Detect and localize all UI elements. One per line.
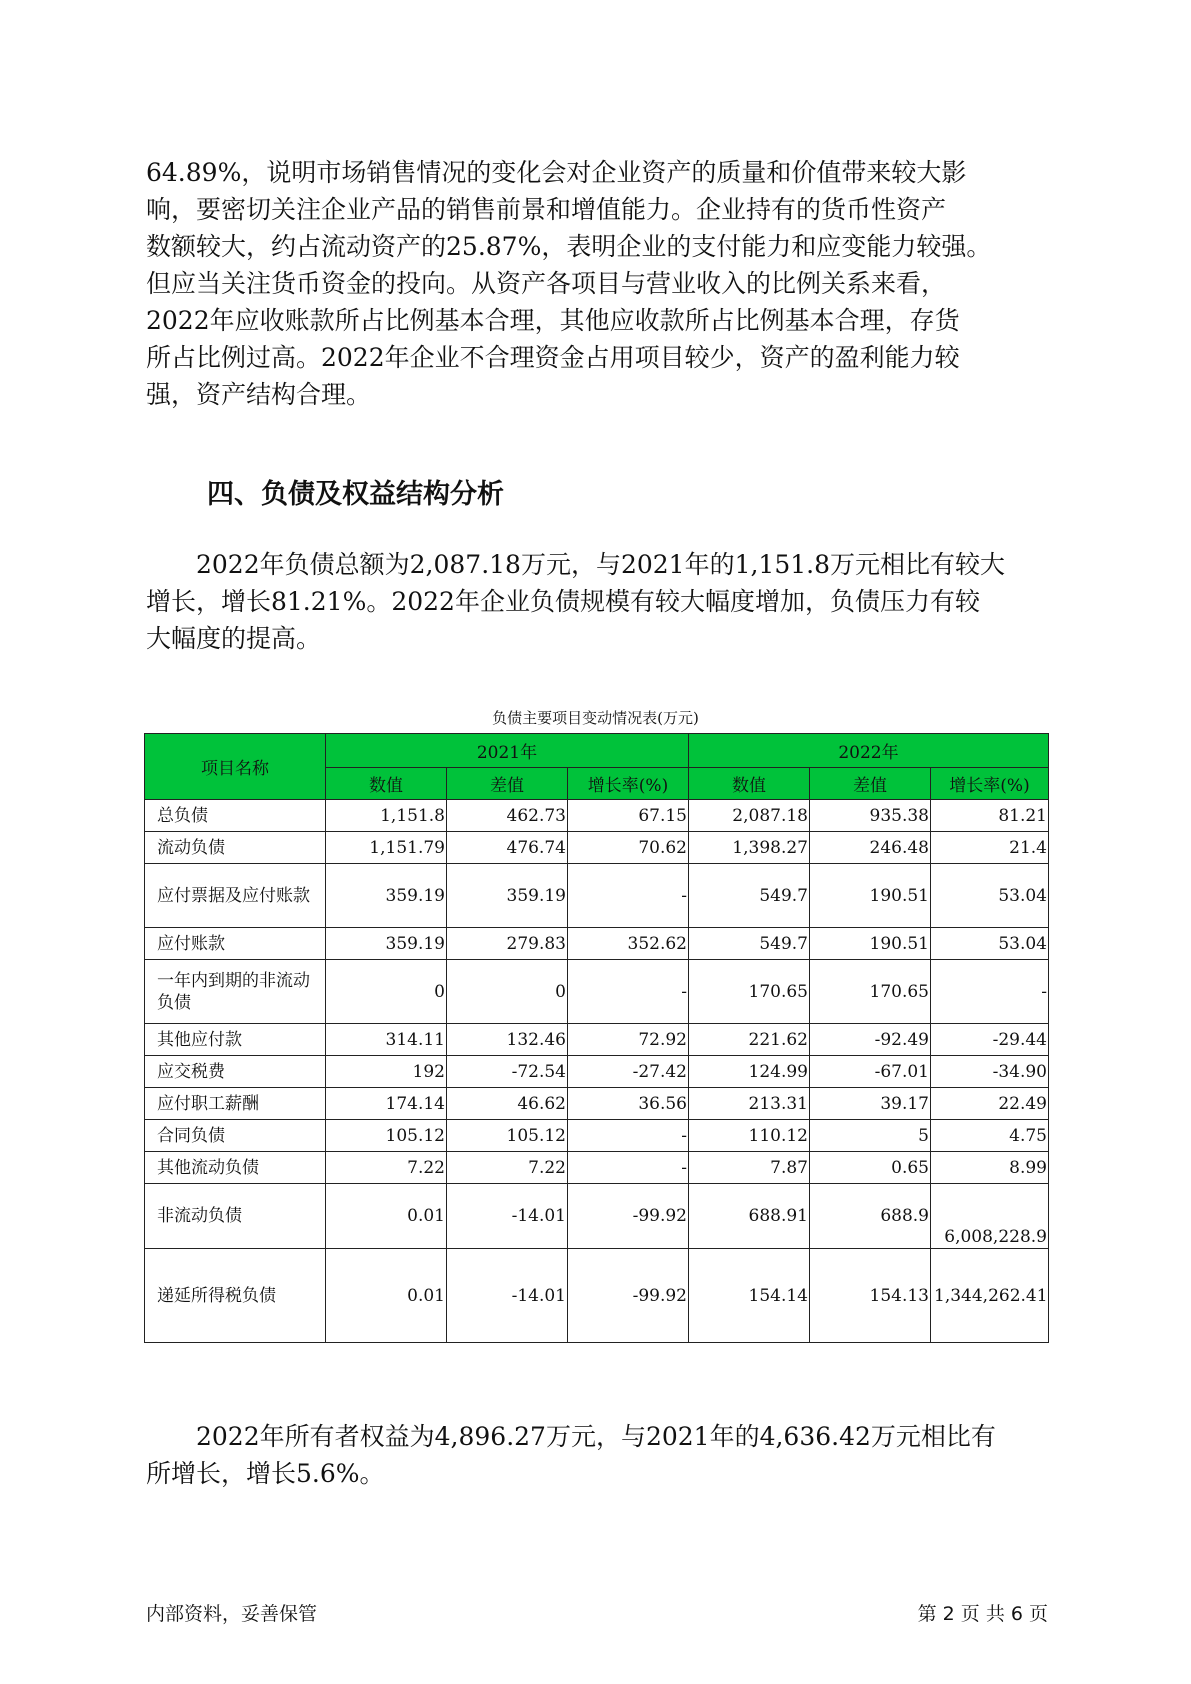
text-line <box>146 1418 1046 1455</box>
row-value-cell: 0.01 <box>326 1184 447 1249</box>
row-value-cell: 22.49 <box>931 1088 1049 1120</box>
header-item-name: 项目名称 <box>145 734 326 800</box>
table-row <box>145 1056 1049 1088</box>
row-value-cell: 213.31 <box>689 1088 810 1120</box>
row-value-cell: - <box>568 960 689 1024</box>
row-value-cell: 1,151.79 <box>326 832 447 864</box>
table-row <box>145 960 1049 1024</box>
header-value: 数值 <box>689 768 810 800</box>
row-value-cell: -67.01 <box>810 1056 931 1088</box>
paragraph-asset-analysis <box>146 154 1046 413</box>
row-value-cell: 132.46 <box>447 1024 568 1056</box>
row-value-cell: -92.49 <box>810 1024 931 1056</box>
table-caption: 负债主要项目变动情况表(万元) <box>492 709 699 727</box>
row-value-cell: -14.01 <box>447 1184 568 1249</box>
section-heading: 四、负债及权益结构分析 <box>207 479 504 510</box>
row-value-cell: 124.99 <box>689 1056 810 1088</box>
row-value-cell: 53.04 <box>931 864 1049 928</box>
row-value-cell: 190.51 <box>810 928 931 960</box>
row-value-cell: 190.51 <box>810 864 931 928</box>
row-value-cell: 5 <box>810 1120 931 1152</box>
text-line: 所占比例过高。2022年企业不合理资金占用项目较少，资产的盈利能力较 <box>146 343 960 372</box>
row-item-name: 其他流动负债 <box>145 1152 326 1184</box>
row-value-cell: 7.87 <box>689 1152 810 1184</box>
row-value-cell: 174.14 <box>326 1088 447 1120</box>
table-row <box>145 928 1049 960</box>
row-value-cell: 36.56 <box>568 1088 689 1120</box>
row-value-cell: 39.17 <box>810 1088 931 1120</box>
row-value-cell: -72.54 <box>447 1056 568 1088</box>
row-value-cell: -34.90 <box>931 1056 1049 1088</box>
text-line-content: 2022年所有者权益为4,896.27万元，与2021年的4,636.42万元相比有 <box>196 1422 996 1451</box>
row-value-cell: - <box>568 1120 689 1152</box>
header-growth-rate: 增长率(%) <box>568 768 689 800</box>
row-value-cell: 279.83 <box>447 928 568 960</box>
table-row <box>145 1184 1049 1249</box>
row-value-cell: 1,398.27 <box>689 832 810 864</box>
row-value-cell: 549.7 <box>689 928 810 960</box>
table-row <box>145 800 1049 832</box>
row-value-cell: 688.91 <box>689 1184 810 1249</box>
row-value-cell: 1,344,262.41 <box>931 1249 1049 1343</box>
row-item-name: 总负债 <box>145 800 326 832</box>
row-value-cell: 4.75 <box>931 1120 1049 1152</box>
row-value-cell: 6,008,228.9 <box>931 1184 1049 1249</box>
table-row <box>145 1024 1049 1056</box>
row-value-cell: 246.48 <box>810 832 931 864</box>
row-value-cell: 170.65 <box>689 960 810 1024</box>
row-value-cell: 0 <box>447 960 568 1024</box>
row-value-cell: 359.19 <box>326 864 447 928</box>
row-value-cell: 314.11 <box>326 1024 447 1056</box>
row-item-name: 应交税费 <box>145 1056 326 1088</box>
row-value-cell: - <box>931 960 1049 1024</box>
header-difference: 差值 <box>447 768 568 800</box>
row-item-name: 其他应付款 <box>145 1024 326 1056</box>
row-value-cell: 70.62 <box>568 832 689 864</box>
row-value-cell: 1,151.8 <box>326 800 447 832</box>
row-item-name: 合同负债 <box>145 1120 326 1152</box>
row-item-name: 流动负债 <box>145 832 326 864</box>
row-value-cell: 53.04 <box>931 928 1049 960</box>
row-value-cell: 110.12 <box>689 1120 810 1152</box>
row-value-cell: -14.01 <box>447 1249 568 1343</box>
row-value-cell: 105.12 <box>447 1120 568 1152</box>
text-line: 所增长，增长5.6%。 <box>146 1459 385 1488</box>
footer-confidential-note: 内部资料，妥善保管 <box>146 1603 318 1625</box>
paragraph-equity-summary <box>146 1418 1046 1492</box>
row-value-cell: 170.65 <box>810 960 931 1024</box>
header-difference: 差值 <box>810 768 931 800</box>
table-row <box>145 864 1049 928</box>
liability-table <box>144 733 1049 1343</box>
footer-page-number: 第 2 页 共 6 页 <box>917 1603 1048 1625</box>
text-line: 响，要密切关注企业产品的销售前景和增值能力。企业持有的货币性资产 <box>146 195 947 224</box>
row-item-name: 一年内到期的非流动负债 <box>145 960 326 1024</box>
row-value-cell: 0.65 <box>810 1152 931 1184</box>
row-value-cell: 21.4 <box>931 832 1049 864</box>
row-value-cell: 67.15 <box>568 800 689 832</box>
row-value-cell: 105.12 <box>326 1120 447 1152</box>
text-line: 但应当关注货币资金的投向。从资产各项目与营业收入的比例关系来看， <box>146 269 947 298</box>
row-value-cell: -99.92 <box>568 1249 689 1343</box>
table-row <box>145 832 1049 864</box>
text-line: 2022年应收账款所占比例基本合理，其他应收款所占比例基本合理，存货 <box>146 306 960 335</box>
text-line: 数额较大，约占流动资产的25.87%，表明企业的支付能力和应变能力较强。 <box>146 232 992 261</box>
text-line: 强，资产结构合理。 <box>146 380 372 409</box>
row-value-cell: 7.22 <box>447 1152 568 1184</box>
header-growth-rate: 增长率(%) <box>931 768 1049 800</box>
row-value-cell: 352.62 <box>568 928 689 960</box>
row-value-cell: -29.44 <box>931 1024 1049 1056</box>
row-value-cell: 359.19 <box>447 864 568 928</box>
header-year-2021: 2021年 <box>326 734 689 768</box>
row-value-cell: 688.9 <box>810 1184 931 1249</box>
row-value-cell: 462.73 <box>447 800 568 832</box>
row-value-cell: 81.21 <box>931 800 1049 832</box>
text-line: 64.89%，说明市场销售情况的变化会对企业资产的质量和价值带来较大影 <box>146 158 967 187</box>
row-value-cell: -99.92 <box>568 1184 689 1249</box>
row-value-cell: 154.14 <box>689 1249 810 1343</box>
row-value-cell: 192 <box>326 1056 447 1088</box>
text-line-content: 2022年负债总额为2,087.18万元，与2021年的1,151.8万元相比有较大 <box>196 550 1005 579</box>
row-value-cell: 8.99 <box>931 1152 1049 1184</box>
row-value-cell: 549.7 <box>689 864 810 928</box>
row-value-cell: 221.62 <box>689 1024 810 1056</box>
table-row <box>145 1088 1049 1120</box>
row-value-cell: - <box>568 1152 689 1184</box>
row-item-name: 应付职工薪酬 <box>145 1088 326 1120</box>
table-row <box>145 1120 1049 1152</box>
row-value-cell: - <box>568 864 689 928</box>
row-value-cell: 72.92 <box>568 1024 689 1056</box>
paragraph-liability-summary <box>146 546 1046 657</box>
row-value-cell: 0.01 <box>326 1249 447 1343</box>
header-value: 数值 <box>326 768 447 800</box>
row-value-cell: 0 <box>326 960 447 1024</box>
row-value-cell: 476.74 <box>447 832 568 864</box>
row-item-name: 应付账款 <box>145 928 326 960</box>
text-line: 大幅度的提高。 <box>146 624 322 653</box>
row-item-name: 递延所得税负债 <box>145 1249 326 1343</box>
table-row <box>145 1152 1049 1184</box>
row-item-name: 非流动负债 <box>145 1184 326 1249</box>
header-year-2022: 2022年 <box>689 734 1049 768</box>
row-value-cell: -27.42 <box>568 1056 689 1088</box>
table-row <box>145 1249 1049 1343</box>
row-value-cell: 359.19 <box>326 928 447 960</box>
row-value-cell: 935.38 <box>810 800 931 832</box>
row-value-cell: 7.22 <box>326 1152 447 1184</box>
text-line <box>146 546 1046 583</box>
row-value-cell: 46.62 <box>447 1088 568 1120</box>
text-line: 增长，增长81.21%。2022年企业负债规模有较大幅度增加，负债压力有较 <box>146 587 980 616</box>
row-value-cell: 2,087.18 <box>689 800 810 832</box>
row-value-cell: 154.13 <box>810 1249 931 1343</box>
row-item-name: 应付票据及应付账款 <box>145 864 326 928</box>
